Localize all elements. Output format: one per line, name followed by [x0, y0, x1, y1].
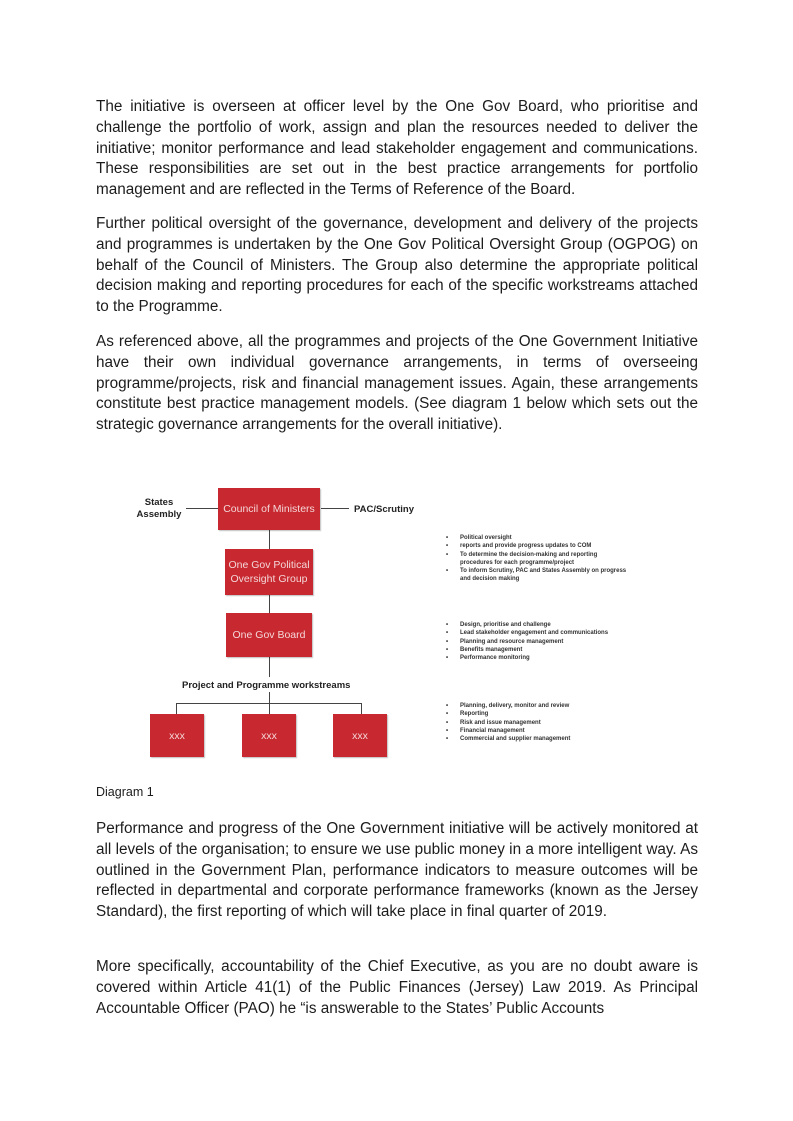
workstream-box: xxx — [150, 714, 204, 757]
list-item: • Planning, delivery, monitor and review — [444, 702, 570, 710]
ogpog-responsibilities-list — [444, 534, 626, 584]
connector-states-council — [186, 508, 218, 509]
paragraph-accountability: More specifically, accountability of the Chief Executive, as you are no doubt aware is covered within Article 41(1) of the Public Finances (Jersey) Law 2019. As Principal Accountable Officer (PAO) he “is answerable to the States’ Public Accounts — [96, 958, 698, 1017]
list-item: • Commercial and supplier management — [444, 735, 570, 743]
list-item: • Political oversight — [444, 534, 626, 542]
board-responsibilities-list — [444, 621, 608, 662]
connector-council-ogpog — [269, 530, 270, 549]
list-item: • Reporting — [444, 710, 570, 718]
paragraph-political-oversight: Further political oversight of the governance, development and delivery of the projects and programmes is undertaken by the One Gov Political Oversight Group (OGPOG) on behalf of the Council of Ministers. The Group also determine the appropriate political decision making and reporting procedures for each of the specific workstreams attached to the Programme. — [96, 215, 698, 316]
ogpog-box — [225, 549, 313, 595]
paragraph-governance-arrangements: As referenced above, all the programmes and projects of the One Government Initiative have their own individual governance arrangements, in terms of overseeing programme/projects, risk and financial management issues. Again, these arrangements constitute best practice management models. (See diagram 1 below which sets out the strategic governance arrangements for the overall initiative). — [96, 333, 698, 434]
workstream-responsibilities-list — [444, 702, 570, 743]
paragraph-performance: Performance and progress of the One Government initiative will be actively monitored at all levels of the organisation; to ensure we use public money in a more intelligent way. As outlined in the Government Plan, performance indicators to measure outcomes will be reflected in departmental and corporate performance frameworks (known as the Jersey Standard), the first reporting of which will take place in final quarter of 2019. — [96, 820, 698, 921]
ogpog-box-line2: Oversight Group — [230, 573, 308, 585]
states-assembly-label — [136, 497, 182, 521]
list-item: • To inform Scrutiny, PAC and States Assembly on progress — [444, 567, 626, 575]
list-item: • Risk and issue management — [444, 719, 570, 727]
list-item: • Design, prioritise and challenge — [444, 621, 608, 629]
list-item: procedures for each programme/project — [460, 559, 575, 566]
council-of-ministers-box: Council of Ministers — [218, 488, 320, 530]
workstream-box: xxx — [333, 714, 387, 757]
ogpog-box-line1: One Gov Political — [228, 559, 310, 571]
list-item: • Lead stakeholder engagement and communications — [444, 629, 608, 637]
connector-ogpog-board — [269, 595, 270, 613]
one-gov-board-box: One Gov Board — [226, 613, 312, 657]
workstreams-heading: Project and Programme workstreams — [182, 680, 351, 691]
list-item: and decision making — [460, 576, 520, 583]
connector-heading-branch — [269, 692, 270, 714]
pac-scrutiny-label: PAC/Scrutiny — [354, 504, 415, 515]
connector-branch-left — [176, 703, 177, 714]
list-item: • Financial management — [444, 727, 570, 735]
list-item: • Benefits management — [444, 646, 608, 654]
connector-council-pac — [321, 508, 349, 509]
states-label-line1: States — [144, 497, 174, 508]
diagram-caption: Diagram 1 — [96, 785, 154, 799]
workstream-box: xxx — [242, 714, 296, 757]
connector-branch-horizontal — [176, 703, 362, 704]
list-item: • reports and provide progress updates to COM — [444, 542, 626, 550]
list-item: • Performance monitoring — [444, 654, 608, 662]
list-item: • To determine the decision-making and reporting — [444, 551, 626, 559]
paragraph-oversight: The initiative is overseen at officer level by the One Gov Board, who prioritise and challenge the portfolio of work, assign and plan the resources needed to deliver the initiative; monitor performance and lead stakeholder engagement and communications. These responsibilities are set out in the best practice arrangements for portfolio management and are reflected in the Terms of Reference of the Board. — [96, 98, 698, 199]
list-item: • Planning and resource management — [444, 638, 608, 646]
connector-board-workstreams — [269, 657, 270, 677]
connector-branch-right — [361, 703, 362, 714]
states-label-line2: Assembly — [136, 509, 182, 520]
